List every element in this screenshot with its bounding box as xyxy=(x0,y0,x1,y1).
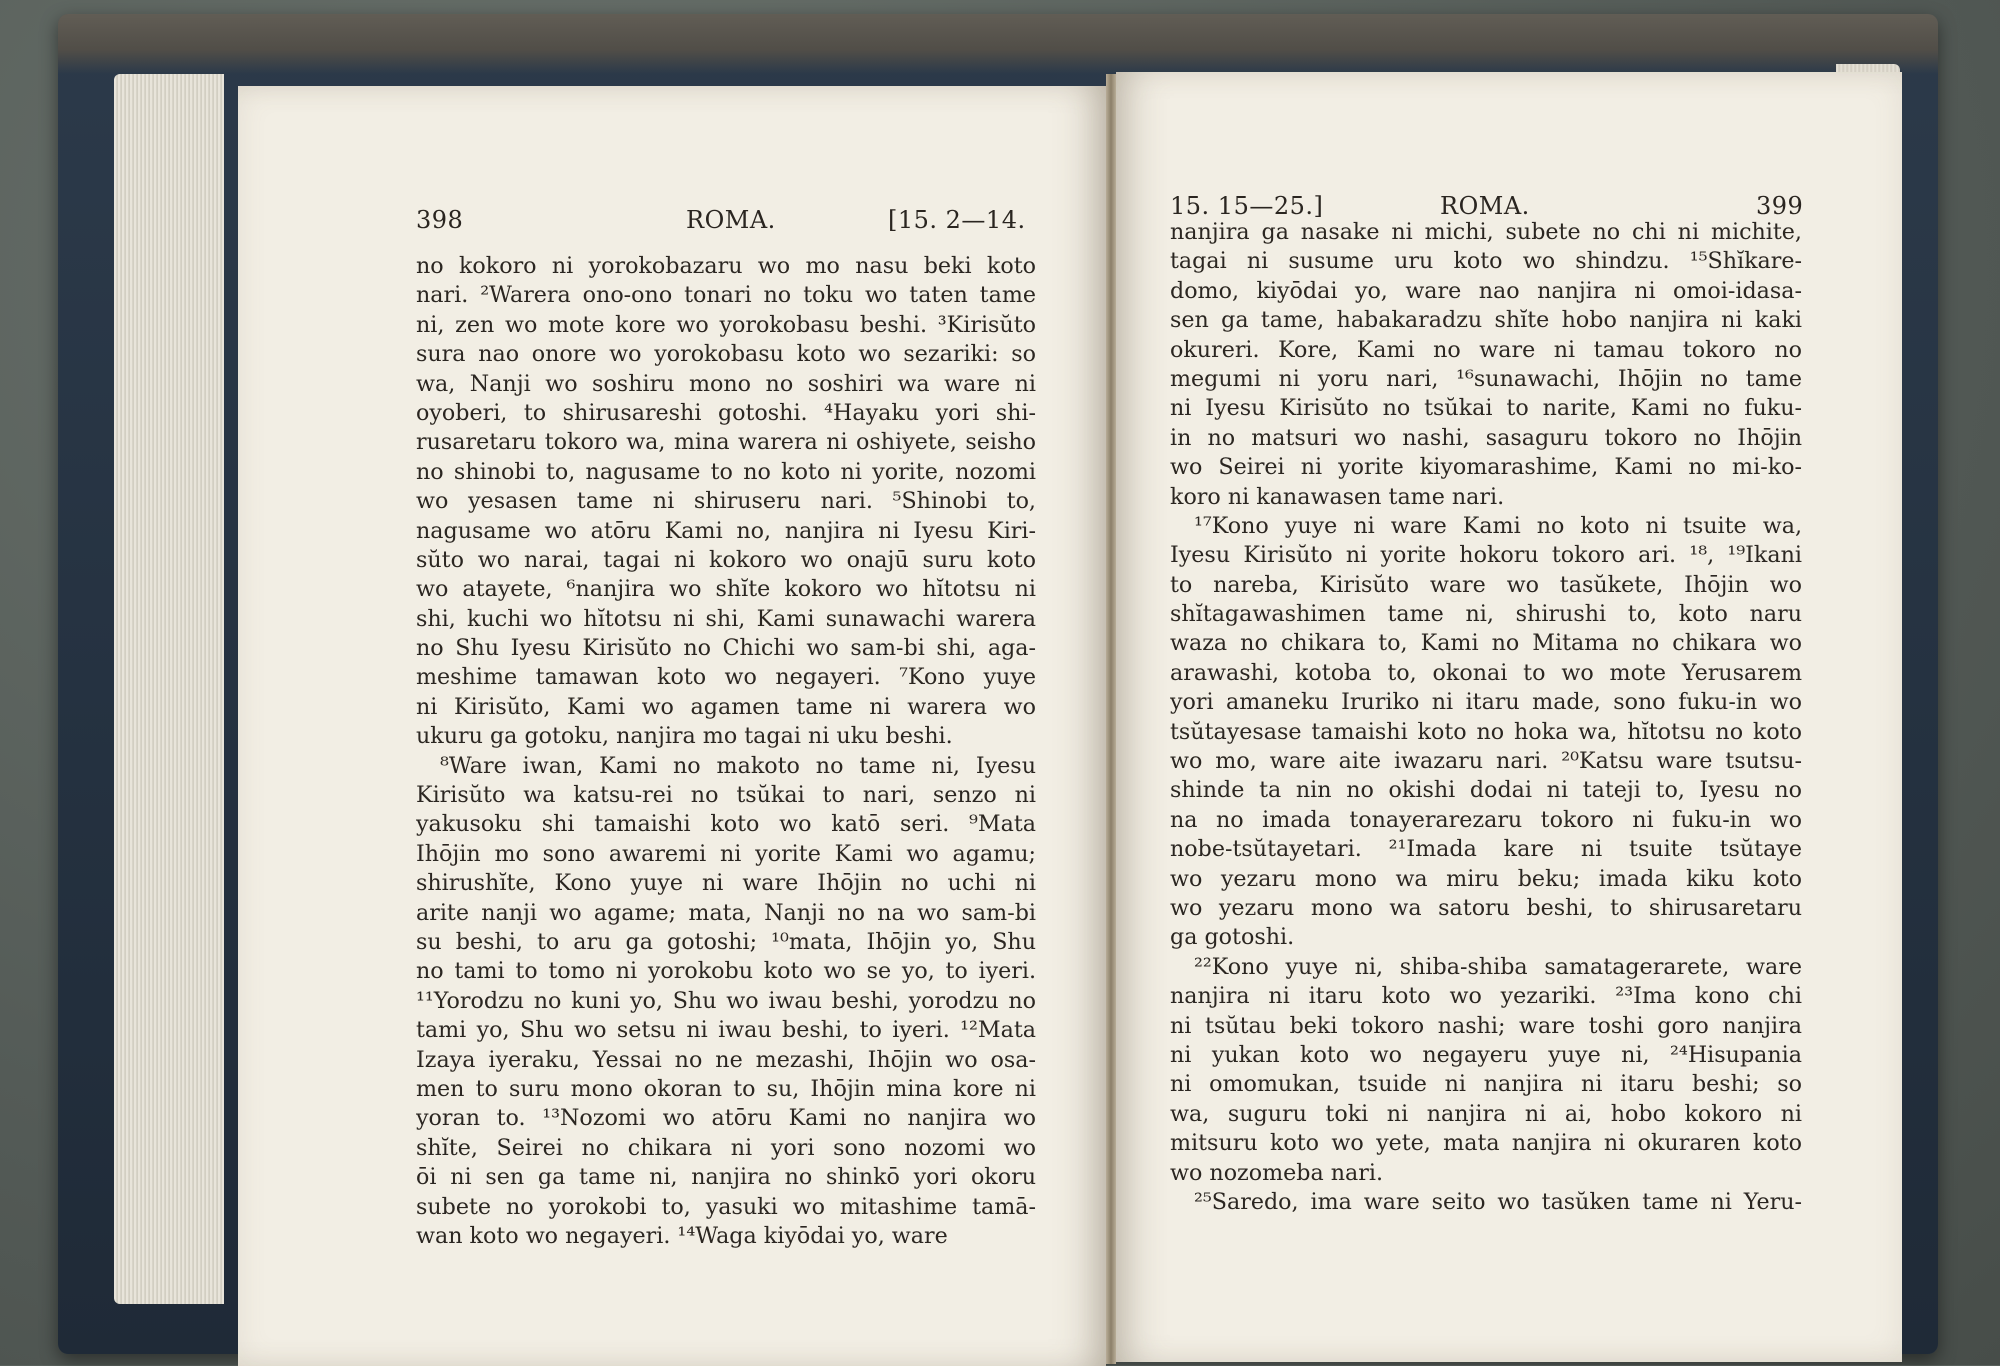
text-line: yori amaneku Iruriko ni itaru made, sono fuku-in wo xyxy=(1170,689,1802,716)
text-line: wo mo, ware aite iwazaru nari. ²⁰Katsu ware tsutsu- xyxy=(1170,748,1802,775)
text-line: men to suru mono okoran to su, Ihōjin mina kore ni xyxy=(416,1075,1036,1102)
text-line: nari. ²Warera ono-ono tonari no toku wo taten tame xyxy=(416,282,1036,309)
left-running-title: ROMA. xyxy=(686,206,776,234)
text-line: ōi ni sen ga tame ni, nanjira no shinkō yori okoru xyxy=(416,1164,1036,1191)
text-line: Ihōjin mo sono awaremi ni yorite Kami wo agamu; xyxy=(416,840,1036,867)
open-book xyxy=(58,14,1938,1354)
text-line: wo nozomeba nari. xyxy=(1170,1159,1384,1186)
text-line: koro ni kanawasen tame nari. xyxy=(1170,483,1505,510)
text-line: na no imada tonayerarezaru tokoro ni fuku-in wo xyxy=(1170,806,1802,833)
text-line: tami yo, Shu wo setsu ni iwau beshi, to iyeri. ¹²Mata xyxy=(416,1017,1036,1044)
text-line: tsŭtayesase tamaishi koto no hoka wa, hĭtotsu no koto xyxy=(1170,718,1802,745)
text-line: sura nao onore wo yorokobasu koto wo sezariki: so xyxy=(416,341,1036,368)
text-line: ni Iyesu Kirisŭto no tsŭkai to narite, Kami no fuku- xyxy=(1170,395,1802,422)
right-page-number: 399 xyxy=(1756,192,1804,220)
text-line: okureri. Kore, Kami no ware ni tamau tokoro no xyxy=(1170,336,1802,363)
text-line: su beshi, to aru ga gotoshi; ¹⁰mata, Ihōjin yo, Shu xyxy=(416,928,1036,955)
left-page-edges xyxy=(114,74,224,1304)
text-line: to nareba, Kirisŭto ware wo tasŭkete, Ihōjin wo xyxy=(1170,571,1802,598)
text-line: Izaya iyeraku, Yessai no ne mezashi, Ihōjin wo osa- xyxy=(416,1046,1036,1073)
text-line: wo Seirei ni yorite kiyomarashime, Kami no mi-ko- xyxy=(1170,454,1802,481)
right-page-body xyxy=(1170,218,1802,1217)
text-line: nanjira ni itaru koto wo yezariki. ²³Ima kono chi xyxy=(1170,983,1802,1010)
text-line: wo yesasen tame ni shiruseru nari. ⁵Shinobi to, xyxy=(416,488,1036,515)
text-line: shirushĭte, Kono yuye ni ware Ihōjin no uchi ni xyxy=(416,870,1036,897)
right-chapter-ref: 15. 15—25.] xyxy=(1170,192,1324,220)
text-line: yoran to. ¹³Nozomi wo atōru Kami no nanjira wo xyxy=(416,1105,1036,1132)
book-gutter xyxy=(1106,74,1116,1364)
text-line: megumi ni yoru nari, ¹⁶sunawachi, Ihōjin no tame xyxy=(1170,365,1802,392)
text-line: ni tsŭtau beki tokoro nashi; ware toshi goro nanjira xyxy=(1170,1012,1802,1039)
text-line: no Shu Iyesu Kirisŭto no Chichi wo sam-bi shi, aga- xyxy=(416,635,1036,662)
text-line: Iyesu Kirisŭto ni yorite hokoru tokoro ari. ¹⁸, ¹⁹Ikani xyxy=(1170,542,1802,569)
text-line: rusaretaru tokoro wa, mina warera ni oshiyete, seisho xyxy=(416,429,1036,456)
text-line: ⁸Ware iwan, Kami no makoto no tame ni, Iyesu xyxy=(440,752,1036,779)
text-line: shĭtagawashimen tame ni, shirushi to, koto naru xyxy=(1170,601,1802,628)
text-line: nanjira ga nasake ni michi, subete no chi ni michite, xyxy=(1170,219,1802,245)
text-line: no shinobi to, nagusame to no koto ni yorite, nozomi xyxy=(416,458,1036,485)
text-line: wa, Nanji wo soshiru mono no soshiri wa ware ni xyxy=(416,370,1036,397)
text-line: wa, suguru toki ni nanjira ni ai, hobo kokoro ni xyxy=(1170,1100,1802,1127)
left-page-number: 398 xyxy=(416,206,464,234)
text-line: arawashi, kotoba to, okonai to wo mote Yerusarem xyxy=(1170,659,1802,686)
text-line: mitsuru koto wo yete, mata nanjira ni okuraren koto xyxy=(1170,1130,1802,1157)
right-page xyxy=(1116,72,1902,1362)
text-line: tagai ni susume uru koto wo shindzu. ¹⁵Shĭkare- xyxy=(1170,248,1802,275)
text-line: sŭto wo narai, tagai ni kokoro wo onajū suru koto xyxy=(416,546,1036,573)
text-line: subete no yorokobi to, yasuki wo mitashime tamā- xyxy=(416,1193,1036,1220)
text-line: ¹⁷Kono yuye ni ware Kami no koto ni tsuite wa, xyxy=(1194,512,1802,539)
left-page xyxy=(238,86,1106,1366)
text-line: wo atayete, ⁶nanjira wo shĭte kokoro wo hĭtotsu ni xyxy=(416,576,1036,603)
text-line: nobe-tsŭtayetari. ²¹Imada kare ni tsuite tsŭtaye xyxy=(1170,836,1802,863)
text-line: arite nanji wo agame; mata, Nanji no na wo sam-bi xyxy=(416,899,1036,926)
left-page-body xyxy=(416,252,1036,1251)
text-line: shi, kuchi wo hĭtotsu ni shi, Kami sunawachi warera xyxy=(416,605,1036,632)
text-line: wan koto wo negayeri. ¹⁴Waga kiyōdai yo, ware xyxy=(416,1222,948,1249)
text-line: ukuru ga gotoku, nanjira mo tagai ni uku beshi. xyxy=(416,723,953,750)
text-line: meshime tamawan koto wo negayeri. ⁷Kono yuye xyxy=(416,664,1036,691)
left-running-head xyxy=(238,206,1106,246)
text-line: wo yezaru mono wa satoru beshi, to shirusaretaru xyxy=(1170,894,1802,921)
text-line: shĭte, Seirei no chikara ni yori sono nozomi wo xyxy=(416,1134,1036,1161)
text-line: ²⁵Saredo, ima ware seito wo tasŭken tame ni Yeru- xyxy=(1194,1188,1802,1215)
text-line: no tami to tomo ni yorokobu koto wo se yo, to iyeri. xyxy=(416,958,1036,985)
left-chapter-ref: [15. 2—14. xyxy=(888,206,1026,234)
text-line: sen ga tame, habakaradzu shĭte hobo nanjira ni kaki xyxy=(1170,307,1802,334)
text-line: domo, kiyōdai yo, ware nao nanjira ni omoi-idasa- xyxy=(1170,277,1802,304)
text-line: waza no chikara to, Kami no Mitama no chikara wo xyxy=(1170,630,1802,657)
text-line: ²²Kono yuye ni, shiba-shiba samatagerarete, ware xyxy=(1194,953,1802,980)
text-line: no kokoro ni yorokobazaru wo mo nasu beki koto xyxy=(416,253,1036,279)
text-line: oyoberi, to shirusareshi gotoshi. ⁴Hayaku yori shi- xyxy=(416,399,1036,426)
text-line: ga gotoshi. xyxy=(1170,924,1295,951)
right-running-title: ROMA. xyxy=(1440,192,1530,220)
text-line: ni, zen wo mote kore wo yorokobasu beshi. ³Kirisŭto xyxy=(416,311,1036,338)
text-line: ni omomukan, tsuide ni nanjira ni itaru beshi; so xyxy=(1170,1071,1802,1098)
text-line: ni Kirisŭto, Kami wo agamen tame ni warera wo xyxy=(416,693,1036,720)
text-line: nagusame wo atōru Kami no, nanjira ni Iyesu Kiri- xyxy=(416,517,1036,544)
text-line: wo yezaru mono wa miru beku; imada kiku koto xyxy=(1170,865,1802,892)
text-line: ni yukan koto wo negayeru yuye ni, ²⁴Hisupania xyxy=(1170,1041,1802,1068)
text-line: in no matsuri wo nashi, sasaguru tokoro no Ihōjin xyxy=(1170,424,1802,451)
text-line: shinde ta nin no okishi dodai ni tateji to, Iyesu no xyxy=(1170,777,1802,804)
text-line: Kirisŭto wa katsu-rei no tsŭkai to nari, senzo ni xyxy=(416,782,1036,809)
text-line: yakusoku shi tamaishi koto wo katō seri. ⁹Mata xyxy=(416,811,1036,838)
text-line: ¹¹Yorodzu no kuni yo, Shu wo iwau beshi, yorodzu no xyxy=(416,987,1036,1014)
